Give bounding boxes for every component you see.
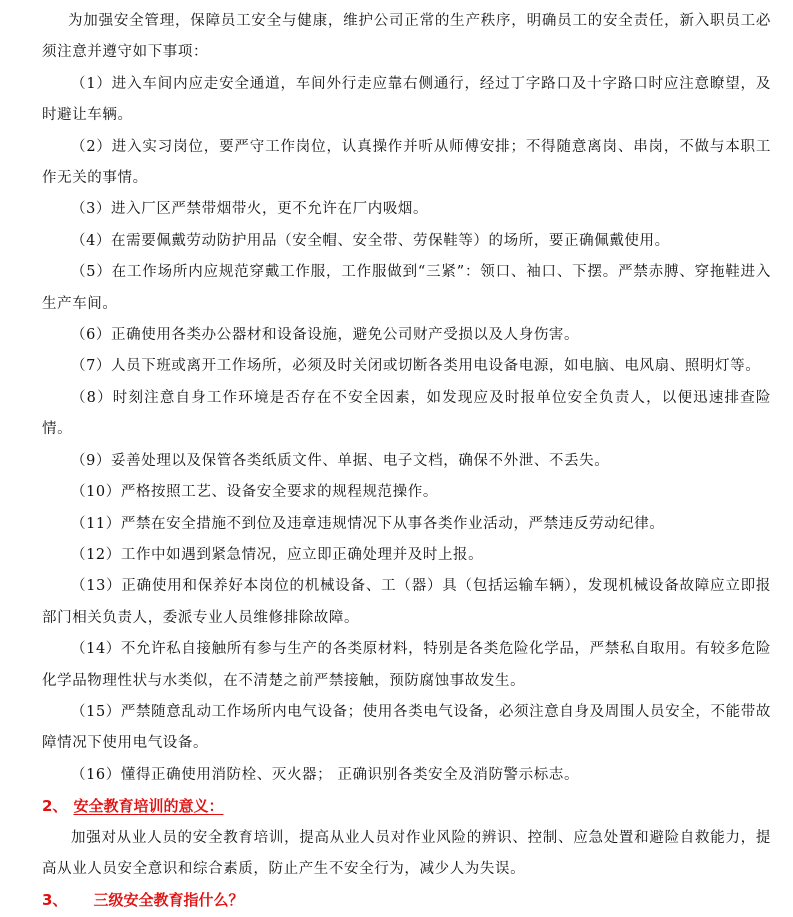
section-3-heading	[42, 885, 771, 916]
rule-item-8: （8）时刻注意自身工作环境是否存在不安全因素，如发现应及时报单位安全负责人，以便迅速排查险情。	[42, 389, 771, 438]
rule-item-2: （2）进入实习岗位，要严守工作岗位，认真操作并听从师傅安排；不得随意离岗、串岗，不做与本职工作无关的事情。	[42, 138, 771, 187]
section-2-title: 安全教育培训的意义：	[73, 797, 224, 816]
rule-item-13: （13）正确使用和保养好本岗位的机械设备、工（器）具（包括运输车辆），发现机械设备故障应立即报部门相关负责人，委派专业人员维修排除故障。	[42, 578, 771, 626]
rule-item-9: （9）妥善处理以及保管各类纸质文件、单据、电子文档，确保不外泄、不丢失。	[71, 452, 610, 469]
rule-item-1: （1）进入车间内应走安全通道，车间外行走应靠右侧通行，经过丁字路口及十字路口时应注意瞭望，及时避让车辆。	[42, 75, 771, 124]
rule-item-10: （10）严格按照工艺、设备安全要求的规程规范操作。	[71, 484, 438, 501]
rule-item-4: （4）在需要佩戴劳动防护用品（安全帽、安全带、劳保鞋等）的场所，要正确佩戴使用。	[71, 232, 670, 249]
rule-item-16: （16）懂得正确使用消防栓、灭火器； 正确识别各类安全及消防警示标志。	[71, 766, 580, 783]
rule-item-11: （11）严禁在安全措施不到位及违章违规情况下从事各类作业活动，严禁违反劳动纪律。	[71, 515, 665, 532]
section-3-number: 3、	[42, 891, 68, 910]
section-2-number: 2、	[42, 797, 68, 816]
rule-item-5: （5）在工作场所内应规范穿戴工作服，工作服做到“三紧”：领口、袖口、下摆。严禁赤膊、穿拖鞋进入生产车间。	[42, 264, 771, 312]
section-2-heading	[42, 791, 771, 822]
rule-item-15: （15）严禁随意乱动工作场所内电气设备；使用各类电气设备，必须注意自身及周围人员安全，不能带故障情况下使用电气设备。	[42, 703, 771, 752]
rule-item-14: （14）不允许私自接触所有参与生产的各类原材料，特别是各类危险化学品，严禁私自取用。有较多危险化学品物理性状与水类似，在不清楚之前严禁接触，预防腐蚀事故发生。	[42, 641, 771, 689]
rule-item-12: （12）工作中如遇到紧急情况，应立即正确处理并及时上报。	[71, 546, 484, 563]
section-3-title: 三级安全教育指什么？	[93, 891, 244, 910]
rule-item-7: （7）人员下班或离开工作场所，必须及时关闭或切断各类用电设备电源，如电脑、电风扇、照明灯等。	[71, 358, 761, 375]
section-2-body: 加强对从业人员的安全教育培训，提高从业人员对作业风险的辨识、控制、应急处置和避险自救能力，提高从业人员安全意识和综合素质，防止产生不安全行为，减少人为失误。	[42, 829, 771, 877]
rules-list	[42, 69, 771, 791]
rule-item-6: （6）正确使用各类办公器材和设备设施，避免公司财产受损以及人身伤害。	[71, 327, 580, 344]
rule-item-3: （3）进入厂区严禁带烟带火，更不允许在厂内吸烟。	[71, 201, 429, 218]
intro-paragraph: 为加强安全管理，保障员工安全与健康，维护公司正常的生产秩序，明确员工的安全责任，新入职员工必须注意并遵守如下事项：	[42, 13, 771, 61]
